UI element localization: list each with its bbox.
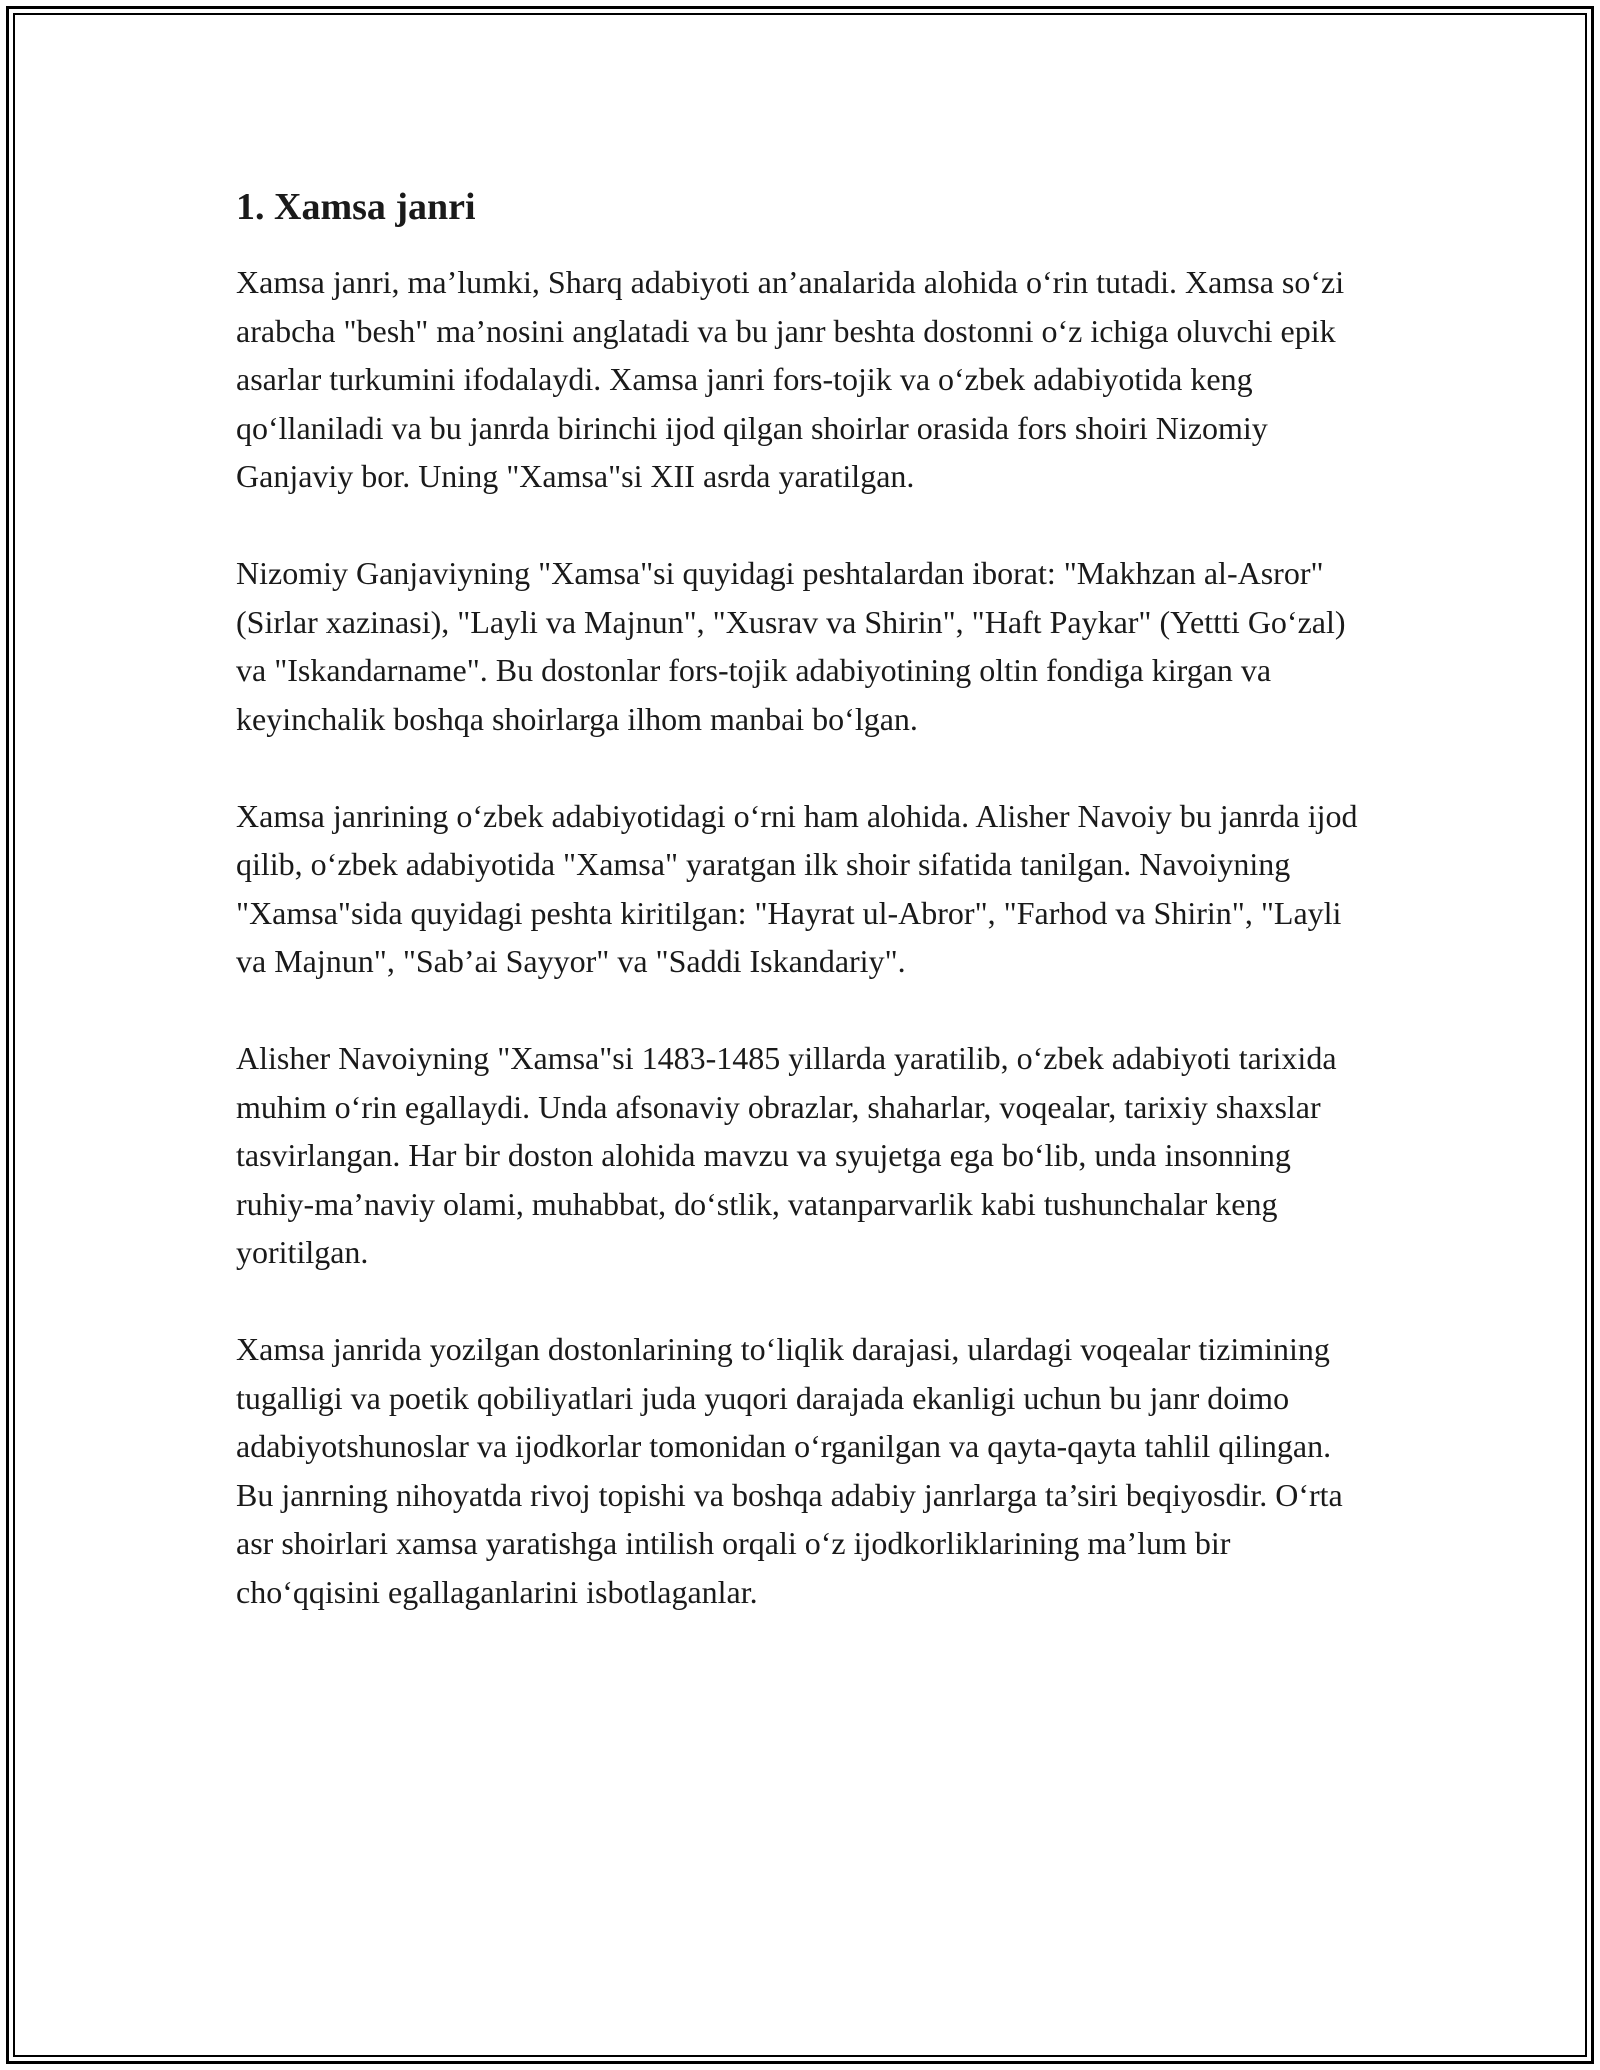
paragraph-4: Alisher Navoiyning "Xamsa"si 1483-1485 yillarda yaratilib, o‘zbek adabiyoti tarixida muhim o‘rin egallaydi. Unda afsonaviy obrazlar, shaharlar, voqealar, tarixiy shaxslar tasvirlangan. Har bir doston alohida mavzu va syujetga ega bo‘lib, unda insonning ruhiy-ma’naviy olami, muhabbat, do‘stlik, vatanparvarlik kabi tushunchalar keng yoritilgan. <box>236 1040 1337 1271</box>
document-body <box>236 183 1366 1665</box>
paragraph-1: Xamsa janri, ma’lumki, Sharq adabiyoti an’analarida alohida o‘rin tutadi. Xamsa so‘zi arabcha "besh" ma’nosini anglatadi va bu janr beshta dostonni o‘z ichiga oluvchi epik asarlar turkumini ifodalaydi. Xamsa janri fors-tojik va o‘zbek adabiyotida keng qo‘llaniladi va bu janrda birinchi ijod qilgan shoirlar orasida fors shoiri Nizomiy Ganjaviy bor. Uning "Xamsa"si XII asrda yaratilgan. <box>236 264 1345 495</box>
paragraph-5: Xamsa janrida yozilgan dostonlarining to‘liqlik darajasi, ulardagi voqealar tizimining tugalligi va poetik qobiliyatlari juda yuqori darajada ekanligi uchun bu janr doimo adabiyotshunoslar va ijodkorlar tomonidan o‘rganilgan va qayta-qayta tahlil qilingan. Bu janrning nihoyatda rivoj topishi va boshqa adabiy janrlarga ta’siri beqiyosdir. O‘rta asr shoirlari xamsa yaratishga intilish orqali o‘z ijodkorliklarining ma’lum bir cho‘qqisini egallaganlarini isbotlaganlar. <box>236 1331 1343 1610</box>
section-title: 1. Xamsa janri <box>236 186 476 228</box>
paragraph-2: Nizomiy Ganjaviyning "Xamsa"si quyidagi peshtalardan iborat: "Makhzan al-Asror" (Sirlar xazinasi), "Layli va Majnun", "Xusrav va Shirin", "Haft Paykar" (Yettti Go‘zal) va "Iskandarname". Bu dostonlar fors-tojik adabiyotining oltin fondiga kirgan va keyinchalik boshqa shoirlarga ilhom manbai bo‘lgan. <box>236 555 1346 737</box>
paragraph-3: Xamsa janrining o‘zbek adabiyotidagi o‘rni ham alohida. Alisher Navoiy bu janrda ijod qilib, o‘zbek adabiyotida "Xamsa" yaratgan ilk shoir sifatida tanilgan. Navoiyning "Xamsa"sida quyidagi peshta kiritilgan: "Hayrat ul-Abror", "Farhod va Shirin", "Layli va Majnun", "Sab’ai Sayyor" va "Saddi Iskandariy". <box>236 797 1358 980</box>
